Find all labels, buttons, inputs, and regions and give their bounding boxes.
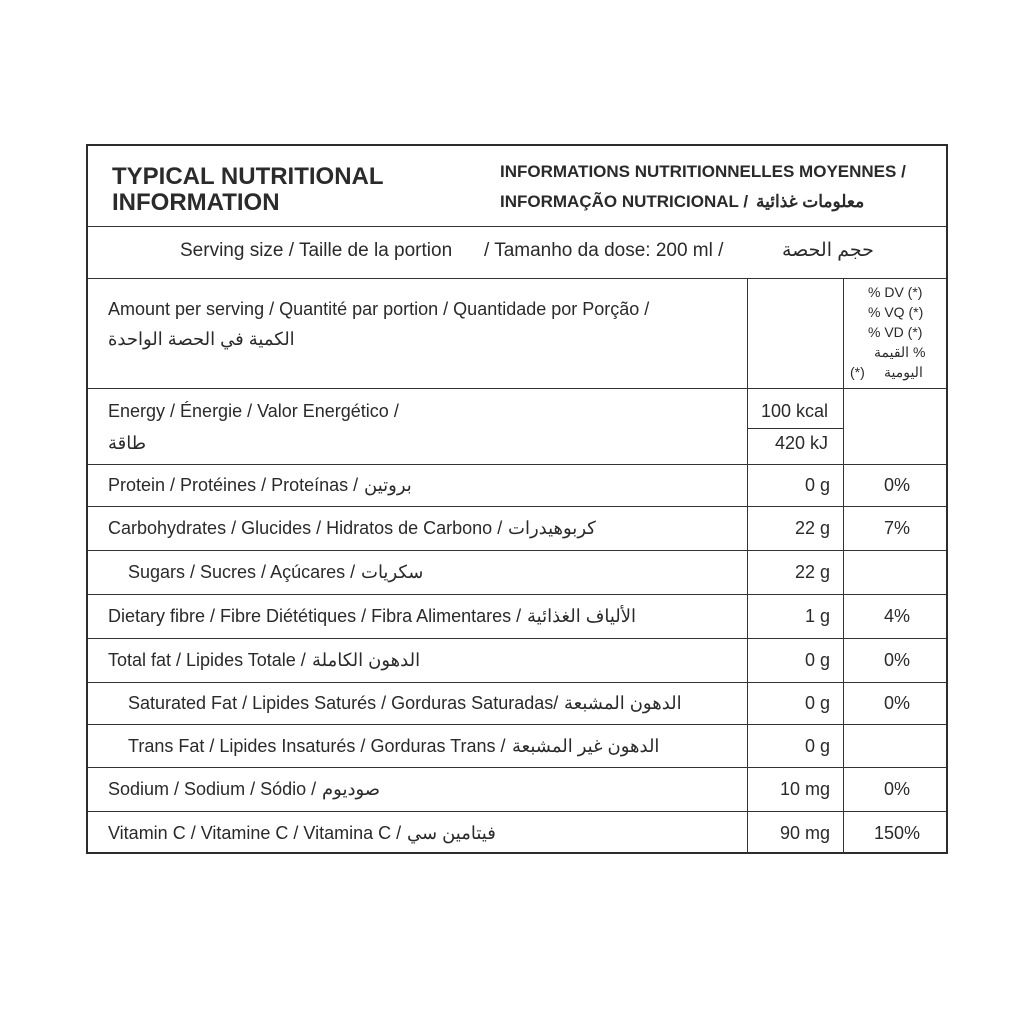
dv-arabic-1: % القيمة xyxy=(874,344,926,360)
nutrient-amount: 10 mg xyxy=(779,779,830,799)
dv-arabic-mark: (*) xyxy=(850,364,865,380)
amount-per-serving-arabic: الكمية في الحصة الواحدة xyxy=(108,329,295,349)
nutrition-table xyxy=(86,144,948,854)
divider xyxy=(88,724,946,725)
nutrient-daily-value: 0% xyxy=(883,650,910,670)
nutrient-amount: 0 g xyxy=(804,735,830,756)
energy-arabic: طاقة xyxy=(108,433,147,453)
nutrient-label: Sugars / Sucres / Açúcares / xyxy=(128,562,356,582)
nutrient-label-arabic: بروتين xyxy=(364,475,412,495)
energy-split-divider xyxy=(747,428,843,429)
dv-label: % DV (*) xyxy=(868,284,923,300)
nutrient-amount: 0 g xyxy=(804,650,830,670)
title-right-line-2: INFORMAÇÃO NUTRICIONAL / xyxy=(500,192,749,211)
nutrient-label: Trans Fat / Lipides Insaturés / Gorduras Trans / xyxy=(128,735,506,756)
nutrient-amount: 22 g xyxy=(794,518,830,538)
nutrient-label: Dietary fibre / Fibre Diététiques / Fibra Alimentares / xyxy=(108,606,522,626)
nutrient-amount: 0 g xyxy=(804,693,830,713)
nutrient-label: Protein / Protéines / Proteínas / xyxy=(108,475,359,495)
title-right-arabic: معلومات غذائية xyxy=(756,192,865,211)
divider xyxy=(88,464,946,465)
divider xyxy=(88,388,946,389)
serving-size-arabic: حجم الحصة xyxy=(782,240,874,261)
nutrient-label: Vitamin C / Vitamine C / Vitamina C / xyxy=(108,822,402,843)
energy-kcal: 100 kcal xyxy=(760,401,828,421)
nutrient-label-arabic: الألياف الغذائية xyxy=(527,606,637,626)
divider xyxy=(88,550,946,551)
nutrient-label-arabic: صوديوم xyxy=(322,779,381,799)
nutrient-label-arabic: الدهون الكاملة xyxy=(312,650,421,670)
serving-size-label: Serving size / Taille de la portion xyxy=(180,240,453,261)
divider xyxy=(88,767,946,768)
nutrient-label: Total fat / Lipides Totale / xyxy=(108,650,306,670)
column-divider xyxy=(843,278,844,854)
divider xyxy=(88,278,946,279)
divider xyxy=(88,226,946,227)
nutrient-amount: 1 g xyxy=(804,606,830,626)
nutrient-amount: 22 g xyxy=(794,562,830,582)
nutrient-amount: 0 g xyxy=(804,475,830,495)
divider xyxy=(88,682,946,683)
nutrient-daily-value: 150% xyxy=(873,822,921,843)
nutrient-daily-value: 4% xyxy=(883,606,910,626)
nutrient-daily-value: 0% xyxy=(883,475,910,495)
nutrient-label-arabic: الدهون المشبعة xyxy=(564,693,682,713)
vq-label: % VQ (*) xyxy=(868,304,924,320)
nutrient-label: Saturated Fat / Lipides Saturés / Gorduras Saturadas/ xyxy=(128,693,559,713)
divider xyxy=(88,594,946,595)
vd-label: % VD (*) xyxy=(868,324,923,340)
nutrient-label-arabic: سكريات xyxy=(361,562,424,582)
energy-label: Energy / Énergie / Valor Energético / xyxy=(108,401,399,421)
amount-per-serving-label: Amount per serving / Quantité par portion / Quantidade por Porção / xyxy=(108,299,650,319)
nutrient-daily-value: 0% xyxy=(883,693,910,713)
nutrient-daily-value: 0% xyxy=(883,779,910,799)
divider xyxy=(88,811,946,812)
title-line-2: INFORMATION xyxy=(112,189,280,216)
nutrient-daily-value: 7% xyxy=(883,518,910,538)
nutrient-label: Sodium / Sodium / Sódio / xyxy=(108,779,317,799)
title-line-1: TYPICAL NUTRITIONAL xyxy=(112,163,384,190)
title-right-line-1: INFORMATIONS NUTRITIONNELLES MOYENNES / xyxy=(500,162,906,181)
nutrient-label-arabic: الدهون غير المشبعة xyxy=(512,735,660,756)
dv-arabic-2: اليومية xyxy=(884,364,923,380)
serving-size-value: / Tamanho da dose: 200 ml / xyxy=(484,240,724,261)
energy-kj: 420 kJ xyxy=(774,433,828,453)
divider xyxy=(88,506,946,507)
divider xyxy=(88,638,946,639)
nutrient-amount: 90 mg xyxy=(779,822,830,843)
nutrient-label: Carbohydrates / Glucides / Hidratos de Carbono / xyxy=(108,518,503,538)
nutrient-label-arabic: فيتامين سي xyxy=(407,822,496,843)
column-divider xyxy=(747,278,748,854)
nutrient-label-arabic: كربوهيدرات xyxy=(508,518,596,538)
